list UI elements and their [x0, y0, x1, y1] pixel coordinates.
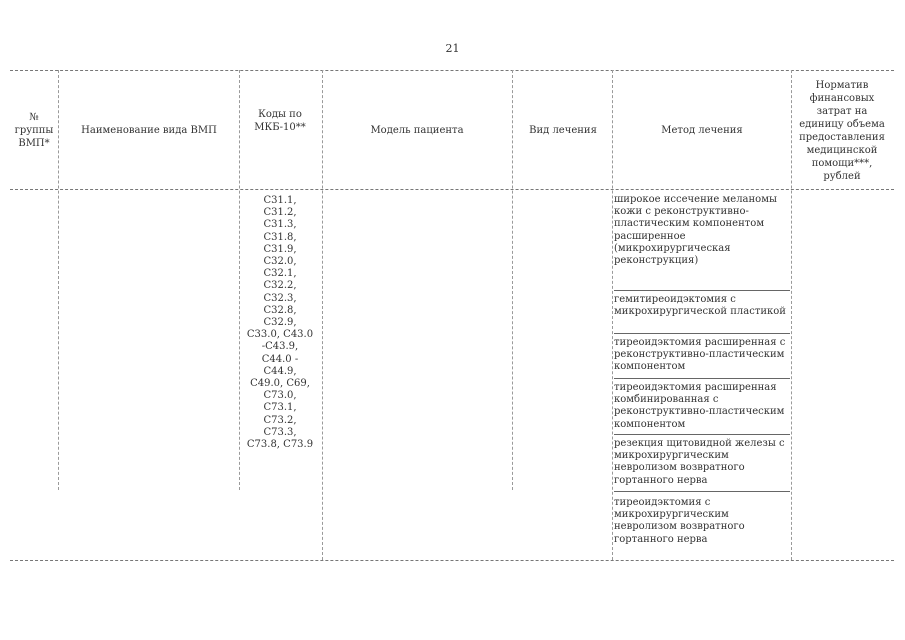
code-line: C32.9,: [263, 317, 297, 329]
table-bottom-border: [10, 560, 894, 561]
header-mkb-codes: Коды по МКБ-10**: [254, 109, 306, 133]
header-patient-model: Модель пациента: [370, 125, 464, 136]
mkb-codes-cell: [240, 195, 320, 451]
code-line: C32.1,: [263, 268, 297, 280]
code-line: C31.1,: [263, 195, 297, 206]
code-line: C49.0, C69,: [250, 378, 310, 390]
treatment-method-item: широкое иссечение меланомы кожи с реконструктивно-пластическим компонентом расширенное (микрохирургическая реконструкция): [614, 194, 777, 267]
header-treatment-method: Метод лечения: [661, 125, 743, 136]
page-number: 21: [445, 42, 460, 55]
method-separator: [614, 290, 790, 291]
treatment-method-item: гемитиреоидэктомия с микрохирургической пластикой: [614, 294, 786, 318]
treatment-method-item: тиреоидэктомия расширенная комбинированная с реконструктивно-пластическим компонентом: [614, 382, 785, 430]
code-line: -C43.9,: [261, 341, 299, 353]
method-separator: [614, 378, 790, 379]
code-line: C73.3,: [263, 426, 297, 438]
column-divider: [58, 70, 59, 490]
column-divider: [612, 70, 613, 560]
code-line: C31.9,: [263, 243, 297, 255]
table-header-divider: [10, 189, 894, 190]
code-line: C31.2,: [263, 207, 297, 219]
table-top-border: [10, 70, 894, 71]
code-line: C73.0,: [263, 390, 297, 402]
code-line: C32.2,: [263, 280, 297, 292]
header-group-number: № группы ВМП*: [14, 112, 54, 149]
column-divider: [791, 70, 792, 560]
header-vmp-name: Наименование вида ВМП: [81, 125, 217, 136]
code-line: C33.0, C43.0: [246, 329, 314, 341]
code-line: C32.3,: [263, 292, 297, 304]
code-line: C44.0 -: [261, 353, 299, 365]
method-separator: [614, 333, 790, 334]
column-divider: [512, 70, 513, 490]
method-separator: [614, 491, 790, 492]
treatment-method-item: тиреоидэктомия с микрохирургическим невролизом возвратного гортанного нерва: [614, 497, 745, 545]
header-treatment-type: Вид лечения: [529, 125, 597, 136]
header-norm-cost: Норматив финансовых затрат на единицу объема предоставления медицинской помощи***, рублей: [799, 80, 885, 182]
code-line: C73.1,: [263, 402, 297, 414]
code-line: C44.9,: [263, 365, 297, 377]
column-divider: [322, 70, 323, 560]
treatment-method-item: резекция щитовидной железы с микрохирургическим невролизом возвратного гортанного нерва: [614, 438, 785, 486]
code-line: C31.3,: [263, 219, 297, 231]
code-line: C32.0,: [263, 256, 297, 268]
code-line: C32.8,: [263, 304, 297, 316]
code-line: C31.8,: [263, 231, 297, 243]
method-separator: [614, 434, 790, 435]
code-line: C73.2,: [263, 414, 297, 426]
treatment-method-item: тиреоидэктомия расширенная с реконструктивно-пластическим компонентом: [614, 337, 786, 373]
code-line: C73.8, C73.9: [246, 439, 314, 451]
